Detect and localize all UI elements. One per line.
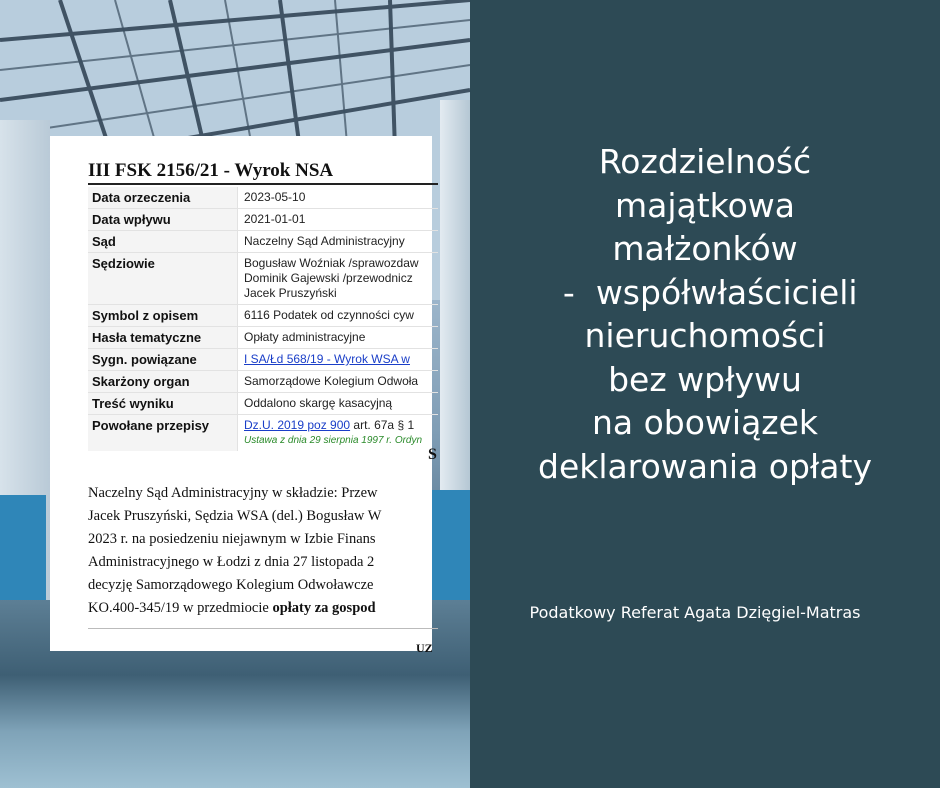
row-label: Data wpływu xyxy=(88,209,238,230)
law-note: Ustawa z dnia 29 sierpnia 1997 r. Ordyn xyxy=(244,435,423,446)
row-value: 2021-01-01 xyxy=(244,212,306,226)
table-row xyxy=(88,253,438,305)
body-line: decyzję Samorządowego Kolegium Odwoławcze xyxy=(88,577,374,593)
judgment-document xyxy=(50,136,437,655)
row-value: 6116 Podatek od czynności cyw xyxy=(244,308,414,322)
row-value: Naczelny Sąd Administracyjny xyxy=(244,234,405,248)
table-row xyxy=(88,231,438,253)
table-row xyxy=(88,209,438,231)
body-line: Administracyjnego w Łodzi z dnia 27 listopada 2 xyxy=(88,554,375,570)
row-value: 2023-05-10 xyxy=(244,190,306,204)
table-row xyxy=(88,349,438,371)
headline-line: majątkowa xyxy=(614,185,796,225)
law-link[interactable]: Dz.U. 2019 poz 900 xyxy=(244,418,351,432)
table-row xyxy=(88,327,438,349)
body-line xyxy=(88,597,448,620)
headline-line: deklarowania opłaty xyxy=(538,446,872,486)
judge-name: Dominik Gajewski /przewodnicz xyxy=(244,271,413,285)
metadata-table xyxy=(88,187,438,451)
row-label: Sąd xyxy=(88,231,238,252)
row-label: Symbol z opisem xyxy=(88,305,238,326)
related-case-link[interactable]: I SA/Łd 568/19 - Wyrok WSA w xyxy=(244,352,410,366)
headline-line: małżonków xyxy=(612,229,798,268)
row-label: Hasła tematyczne xyxy=(88,327,238,348)
footer-heading: UZ xyxy=(416,641,433,655)
row-label: Treść wyniku xyxy=(88,393,238,414)
section-heading: S xyxy=(428,446,437,463)
title-rule xyxy=(88,183,438,185)
headline-line: na obowiązek xyxy=(591,403,819,442)
table-row xyxy=(88,371,438,393)
body-line: Naczelny Sąd Administracyjny w składzie: Przew xyxy=(88,485,378,501)
body-line-text: KO.400-345/19 w przedmiocie xyxy=(88,600,273,616)
row-label: Data orzeczenia xyxy=(88,187,238,208)
headline xyxy=(490,140,920,488)
body-line: Jacek Pruszyński, Sędzia WSA (del.) Bogusław W xyxy=(88,508,382,524)
building-pillar xyxy=(440,100,470,500)
headline-line: nieruchomości xyxy=(584,316,826,355)
judge-name: Bogusław Woźniak /sprawozdaw xyxy=(244,256,419,270)
judge-name: Jacek Pruszyński xyxy=(244,286,337,300)
row-value xyxy=(238,415,438,451)
row-label: Sędziowie xyxy=(88,253,238,304)
row-value: Oddalono skargę kasacyjną xyxy=(244,396,393,410)
document-title: III FSK 2156/21 - Wyrok NSA xyxy=(88,160,334,181)
row-value xyxy=(238,349,438,370)
headline-line: - współwłaścicieli xyxy=(552,272,858,312)
table-row xyxy=(88,305,438,327)
headline-line: bez wpływu xyxy=(608,359,802,399)
row-label: Sygn. powiązane xyxy=(88,349,238,370)
body-line: 2023 r. na posiedzeniu niejawnym w Izbie Finans xyxy=(88,531,376,547)
law-article: art. 67a § 1 xyxy=(350,418,415,432)
body-rule xyxy=(88,628,438,629)
author-credit: Podatkowy Referat Agata Dzięgiel-Matras xyxy=(529,603,861,622)
body-bold-text: opłaty za gospod xyxy=(272,600,376,616)
table-row xyxy=(88,187,438,209)
headline-line: Rozdzielność xyxy=(598,142,812,181)
blue-banner xyxy=(0,495,46,615)
table-row xyxy=(88,393,438,415)
judgment-body xyxy=(88,482,448,620)
table-row xyxy=(88,415,438,451)
row-label: Skarżony organ xyxy=(88,371,238,392)
row-label: Powołane przepisy xyxy=(88,415,238,451)
row-value: Opłaty administracyjne xyxy=(244,330,366,344)
row-value xyxy=(238,253,438,304)
row-value: Samorządowe Kolegium Odwoła xyxy=(244,374,419,388)
